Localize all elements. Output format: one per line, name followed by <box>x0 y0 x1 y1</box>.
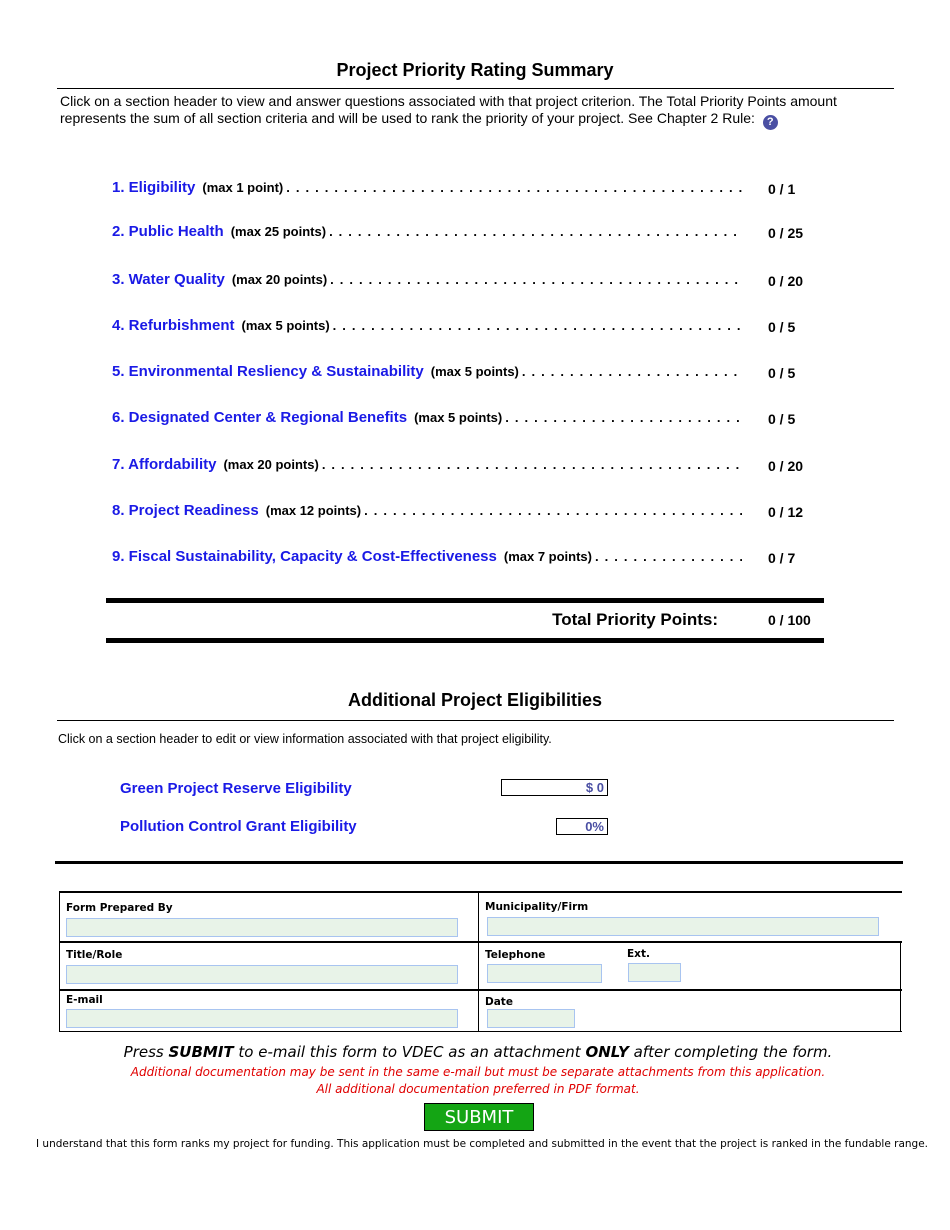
criterion-row-affordability <box>112 456 742 478</box>
submit-button[interactable]: SUBMIT <box>424 1103 534 1131</box>
criterion-row-refurbishment <box>112 317 742 339</box>
contact-form <box>59 891 902 1032</box>
intro-text <box>60 93 880 130</box>
disclaimer: I understand that this form ranks my project for funding. This application must be completed and submitted in the event that the project is ranked in the fundable range. <box>35 1138 928 1150</box>
criterion-max: (max 20 points) <box>231 272 328 287</box>
date-field[interactable] <box>487 1009 575 1028</box>
dot-leader <box>333 318 742 333</box>
title-role-label: Title/Role <box>66 949 123 961</box>
criterion-max: (max 5 points) <box>414 410 503 425</box>
criterion-max: (max 12 points) <box>265 503 362 518</box>
dot-leader <box>286 180 742 195</box>
email-field[interactable] <box>66 1009 458 1028</box>
criterion-link-affordability[interactable]: 7. Affordability <box>112 456 217 473</box>
pollution-grant-value: 0% <box>556 818 608 835</box>
municipality-field[interactable] <box>487 917 879 936</box>
dot-leader <box>330 272 742 287</box>
criterion-max: (max 1 point) <box>202 180 284 195</box>
criterion-row-fiscal <box>112 548 742 570</box>
additional-title: Additional Project Eligibilities <box>347 690 603 710</box>
criterion-score-designated-center: 0 / 5 <box>768 411 796 427</box>
telephone-label: Telephone <box>485 949 546 961</box>
date-label: Date <box>485 996 513 1008</box>
help-icon[interactable]: ? <box>763 115 778 130</box>
section-divider <box>55 861 903 864</box>
criterion-score-project-readiness: 0 / 12 <box>768 504 804 520</box>
pdf-note: All additional documentation preferred in PDF format. <box>316 1082 640 1096</box>
press-text: Press <box>123 1043 169 1061</box>
criterion-row-designated-center <box>112 409 742 431</box>
submit-instructions <box>0 1043 950 1061</box>
criterion-link-public-health[interactable]: 2. Public Health <box>112 223 224 240</box>
criterion-score-eligibility: 0 / 1 <box>768 181 796 197</box>
criterion-score-refurbishment: 0 / 5 <box>768 319 796 335</box>
additional-divider <box>57 720 894 721</box>
documentation-note: Additional documentation may be sent in the same e-mail but must be separate attachments from this application. <box>130 1065 826 1079</box>
telephone-field[interactable] <box>487 964 602 983</box>
total-value: 0 / 100 <box>768 612 811 628</box>
criterion-row-environmental <box>112 363 742 385</box>
total-bottom-rule <box>106 638 824 643</box>
title-divider <box>57 88 894 89</box>
instructions-end: after completing the form. <box>628 1043 833 1061</box>
table-row-divider <box>60 989 902 991</box>
criterion-row-project-readiness <box>112 502 742 524</box>
criterion-row-eligibility <box>112 179 742 201</box>
intro-body: Click on a section header to view and answer questions associated with that project criterion. The Total Priority Points amount represents the sum of all section criteria and will be used to rank the priority of your project. See Chapter 2 Rule: <box>60 93 837 126</box>
municipality-label: Municipality/Firm <box>485 901 589 913</box>
criterion-score-water-quality: 0 / 20 <box>768 273 804 289</box>
criterion-link-environmental[interactable]: 5. Environmental Resliency & Sustainability <box>112 363 424 380</box>
additional-intro: Click on a section header to edit or view information associated with that project eligibility. <box>58 732 552 746</box>
dot-leader <box>505 410 742 425</box>
criterion-score-environmental: 0 / 5 <box>768 365 796 381</box>
form-prepared-by-label: Form Prepared By <box>66 902 173 914</box>
table-row-divider <box>60 941 902 943</box>
table-column-divider <box>478 893 479 1031</box>
dot-leader <box>522 364 742 379</box>
criterion-score-affordability: 0 / 20 <box>768 458 804 474</box>
criterion-link-project-readiness[interactable]: 8. Project Readiness <box>112 502 259 519</box>
submit-word: SUBMIT <box>168 1043 234 1061</box>
criterion-max: (max 5 points) <box>430 364 519 379</box>
dot-leader <box>364 503 742 518</box>
criterion-score-fiscal: 0 / 7 <box>768 550 796 566</box>
dot-leader <box>595 549 742 564</box>
total-label: Total Priority Points: <box>552 610 718 629</box>
email-label: E-mail <box>66 994 103 1006</box>
criterion-score-public-health: 0 / 25 <box>768 225 804 241</box>
criterion-max: (max 25 points) <box>230 224 327 239</box>
dot-leader <box>322 457 742 472</box>
title-role-field[interactable] <box>66 965 458 984</box>
total-top-rule <box>106 598 824 603</box>
table-right-border <box>900 941 901 1031</box>
only-word: ONLY <box>585 1043 629 1061</box>
dot-leader <box>329 224 742 239</box>
criterion-link-refurbishment[interactable]: 4. Refurbishment <box>112 317 235 334</box>
criterion-max: (max 5 points) <box>241 318 330 333</box>
criterion-link-fiscal[interactable]: 9. Fiscal Sustainability, Capacity & Cost-Effectiveness <box>112 548 497 565</box>
form-prepared-by-field[interactable] <box>66 918 458 937</box>
instructions-mid: to e-mail this form to VDEC as an attachment <box>233 1043 586 1061</box>
ext-label: Ext. <box>627 948 650 960</box>
criterion-link-water-quality[interactable]: 3. Water Quality <box>112 271 225 288</box>
ext-field[interactable] <box>628 963 681 982</box>
criterion-max: (max 20 points) <box>223 457 319 472</box>
green-reserve-value: $ 0 <box>501 779 608 796</box>
criterion-row-water-quality <box>112 271 742 293</box>
criterion-link-eligibility[interactable]: 1. Eligibility <box>112 179 196 196</box>
criterion-max: (max 7 points) <box>503 549 592 564</box>
criterion-link-designated-center[interactable]: 6. Designated Center & Regional Benefits <box>112 409 408 426</box>
page-title: Project Priority Rating Summary <box>336 60 614 80</box>
criterion-row-public-health <box>112 223 742 245</box>
green-project-reserve-link[interactable]: Green Project Reserve Eligibility <box>120 780 352 797</box>
pollution-control-grant-link[interactable]: Pollution Control Grant Eligibility <box>120 818 357 835</box>
